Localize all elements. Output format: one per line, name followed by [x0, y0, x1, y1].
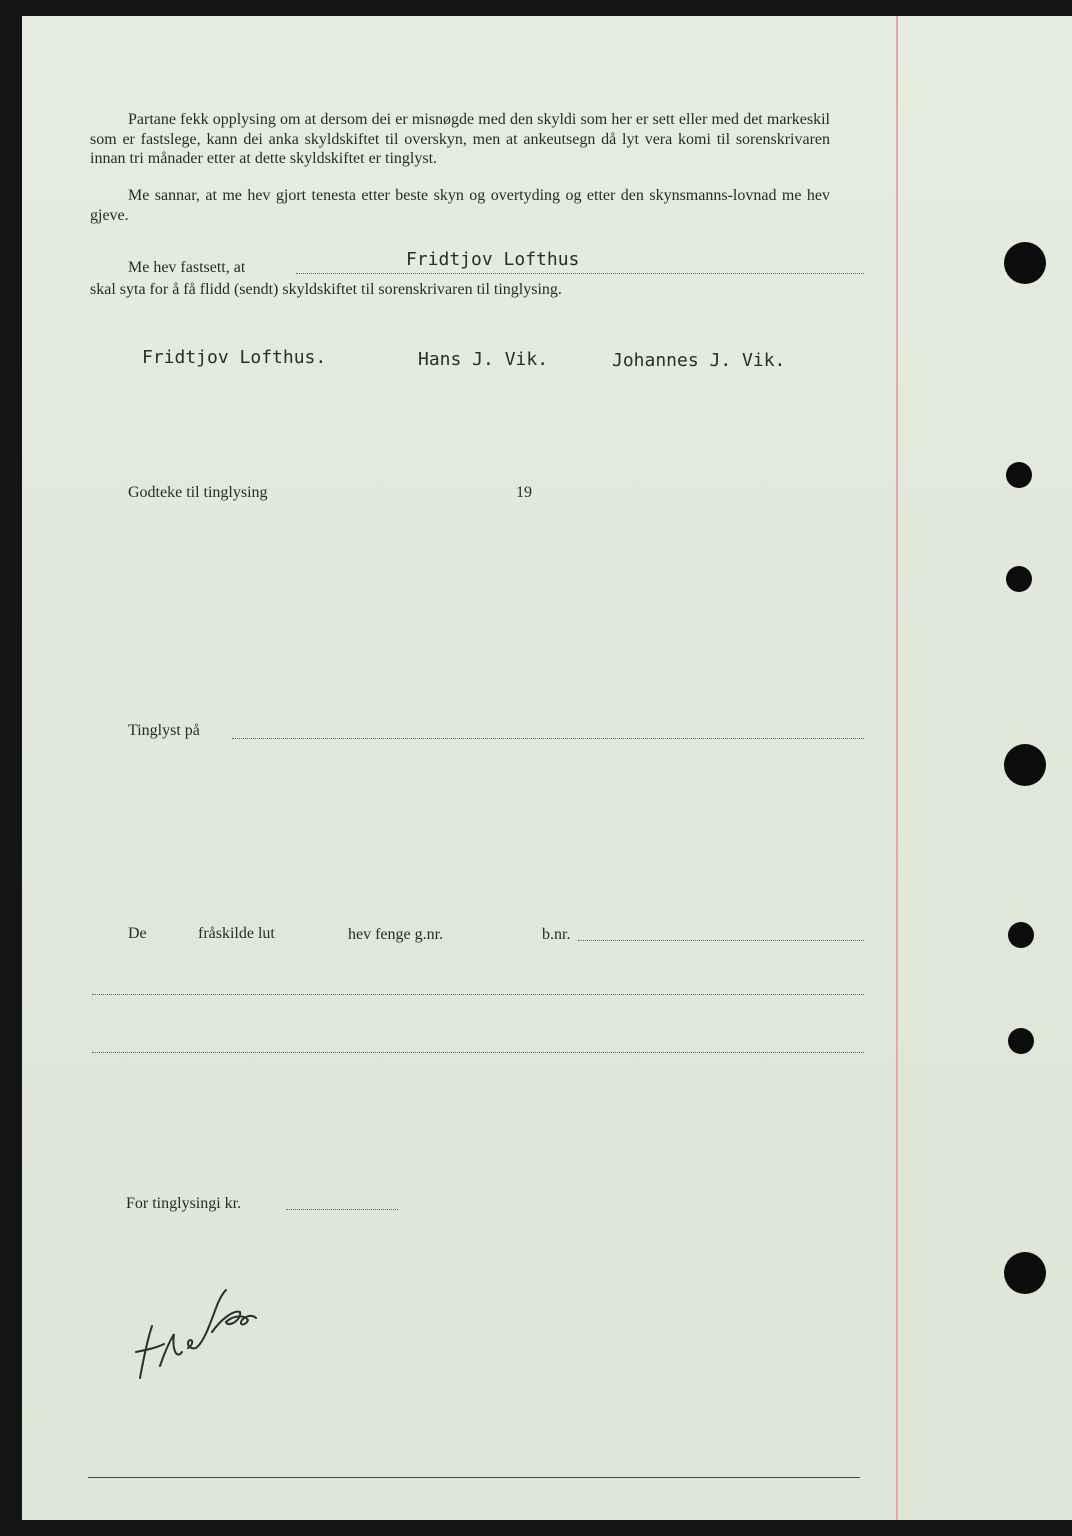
gnr-label: hev fenge g.nr.	[348, 926, 444, 943]
handwritten-initials	[130, 1268, 260, 1388]
fastsett-name: Fridtjov Lofthus	[406, 249, 580, 270]
fee-label: For tinglysingi kr.	[126, 1195, 242, 1212]
godteke-year: 19	[516, 484, 532, 501]
fastsett-continuation: skal syta for å få flidd (sendt) skyldskiftet til sorenskrivaren til tinglysing.	[90, 281, 562, 298]
paragraph-appeal-notice: Partane fekk opplysing om at dersom dei er misnøgde med den skyldi som her er sett eller med det markeskil som er fastslege, kann dei anka skyldskiftet til overskyn, men at ankeutsegn då lyt vera komi til sorenskrivaren innan tri månader etter at dette skyldskiftet er tinglyst.	[90, 111, 830, 167]
signature-2: Hans J. Vik.	[418, 349, 549, 370]
signature-1: Fridtjov Lofthus.	[142, 347, 327, 368]
fraskilde-de: De	[128, 925, 147, 942]
punch-hole	[1008, 1028, 1034, 1054]
bnr-label: b.nr.	[542, 926, 571, 943]
fastsett-line	[296, 273, 864, 274]
bnr-line	[578, 940, 864, 941]
margin-rule	[896, 16, 898, 1520]
paragraph-declaration: Me sannar, at me hev gjort tenesta etter beste skyn og overtyding og etter den skynsmanns-lovnad me hev gjeve.	[90, 187, 830, 224]
punch-hole	[1008, 922, 1034, 948]
signature-3: Johannes J. Vik.	[612, 350, 786, 371]
tinglyst-label: Tinglyst på	[128, 722, 200, 739]
scan-border-bottom	[0, 1520, 1072, 1536]
scan-border-top	[0, 0, 1072, 16]
punch-hole	[1006, 566, 1032, 592]
tinglyst-line	[232, 738, 864, 739]
punch-hole	[1004, 1252, 1046, 1294]
bottom-rule	[88, 1477, 860, 1478]
scan-border-left	[0, 0, 22, 1536]
blank-line-2	[92, 1052, 864, 1053]
godteke-label: Godteke til tinglysing	[128, 484, 268, 501]
fastsett-label: Me hev fastsett, at	[128, 259, 246, 276]
punch-hole	[1006, 462, 1032, 488]
punch-hole	[1004, 744, 1046, 786]
fraskilde-label: fråskilde lut	[198, 925, 275, 942]
fee-line	[286, 1209, 398, 1210]
blank-line-1	[92, 994, 864, 995]
punch-hole	[1004, 242, 1046, 284]
